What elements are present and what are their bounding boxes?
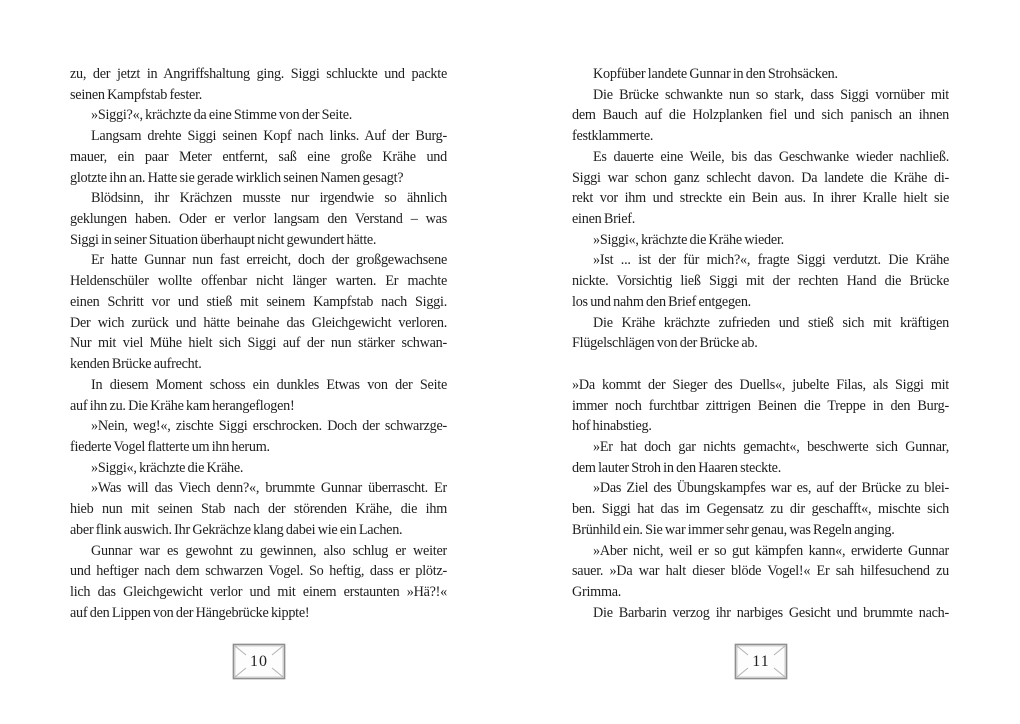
page-left-text-column (70, 64, 447, 623)
text-line: Langsam drehte Siggi seinen Kopf nach links. Auf der Burg- (91, 128, 447, 145)
text-line: Gunnar war es gewohnt zu gewinnen, also schlug er weiter (91, 542, 447, 559)
text-line: »Siggi«, krächzte die Krähe. (91, 459, 244, 476)
text-line: Die Barbarin verzog ihr narbiges Gesicht und brummte nach- (593, 604, 949, 621)
scene-break (572, 354, 949, 375)
text-line: Der wich zurück und hätte beinahe das Gleichgewicht verloren. (70, 314, 447, 331)
text-line: dem lauter Stroh in den Haaren steckte. (572, 459, 782, 476)
text-line: Es dauerte eine Weile, bis das Geschwanke wieder nachließ. (593, 148, 949, 165)
page-right-text-column (572, 64, 949, 623)
text-line: Grimma. (572, 583, 622, 600)
text-line: zu, der jetzt in Angriffshaltung ging. Siggi schluckte und packte (70, 66, 447, 82)
text-line: auf ihn zu. Die Krähe kam herangeflogen! (70, 397, 295, 414)
text-line: »Siggi?«, krächzte da eine Stimme von der Seite. (91, 107, 353, 124)
page-number-right: 11 (752, 652, 770, 670)
text-line: ben. Siggi hat das im Gegensatz zu dir geschafft«, mischte sich (572, 501, 949, 518)
text-line: rekt vor ihm und streckte ein Bein aus. In ihrer Kralle hielt sie (572, 190, 949, 207)
text-line: Flügelschlägen von der Brücke ab. (572, 335, 758, 352)
page-number-left: 10 (250, 652, 268, 670)
text-line: seinen Kampfstab fester. (70, 86, 203, 103)
text-line: Siggi in seiner Situation überhaupt nicht gewundert hätte. (70, 231, 377, 248)
text-line: glotzte ihn an. Hatte sie gerade wirklich seinen Namen gesagt? (70, 169, 404, 186)
text-line: »Ist ... ist der für mich?«, fragte Siggi verdutzt. Die Krähe (593, 252, 949, 269)
text-line: auf den Lippen von der Hängebrücke kippte! (70, 604, 310, 621)
text-line: Heldenschüler wollte offenbar nicht länger warten. Er machte (70, 273, 447, 290)
text-line: mauer, ein paar Meter entfernt, saß eine große Krähe und (70, 148, 447, 165)
text-line: lich das Gleichgewicht verlor und mit einem erstaunten »Hä?!« (70, 583, 447, 600)
text-line: hieb nun mit seinen Stab nach der störenden Krähe, die ihm (70, 501, 447, 518)
text-line: geklungen haben. Oder er verlor langsam den Verstand – was (70, 211, 447, 228)
text-line: kenden Brücke aufrecht. (70, 356, 202, 373)
text-line: Er hatte Gunnar nun fast erreicht, doch der großgewachsene (91, 252, 447, 269)
text-line: »Aber nicht, weil er so gut kämpfen kann«, erwiderte Gunnar (593, 542, 949, 559)
text-line: Blödsinn, ihr Krächzen musste nur irgendwie so ähnlich (91, 190, 447, 207)
text-line: und heftiger nach dem schwarzen Vogel. So heftig, dass er plötz- (70, 563, 447, 580)
text-line: »Da kommt der Sieger des Duells«, jubelte Filas, als Siggi mit (572, 376, 949, 393)
text-line: Siggi war schon ganz schlecht davon. Da landete die Krähe di- (572, 169, 949, 186)
text-line: Brünhild ein. Sie war immer sehr genau, was Regeln anging. (572, 521, 895, 538)
text-line: aber flink auswich. Ihr Gekrächze klang dabei wie ein Lachen. (70, 521, 403, 538)
text-line: »Siggi«, krächzte die Krähe wieder. (593, 231, 784, 248)
text-line: Kopfüber landete Gunnar in den Strohsäcken. (593, 66, 838, 82)
text-line: festklammerte. (572, 128, 654, 145)
text-line: Die Krähe krächzte zufrieden und stieß sich mit kräftigen (593, 314, 949, 331)
page-number-badge-right (734, 643, 788, 680)
text-line: »Was will das Viech denn?«, brummte Gunnar überrascht. Er (91, 480, 447, 497)
text-line: fiederte Vogel flatterte um ihn herum. (70, 438, 270, 455)
text-line: immer noch furchtbar zittrigen Beinen die Treppe in den Burg- (572, 397, 949, 414)
page-number-badge-left (232, 643, 286, 680)
text-line: einen Brief. (572, 211, 636, 228)
text-line: einen Schritt vor und stieß mit seinem Kampfstab nach Siggi. (70, 293, 447, 310)
text-line: »Er hat doch gar nichts gemacht«, beschwerte sich Gunnar, (593, 438, 949, 455)
text-line: »Nein, weg!«, zischte Siggi erschrocken. Doch der schwarzge- (91, 418, 447, 435)
text-line: dem Bauch auf die Holzplanken fiel und sich panisch an ihnen (572, 107, 949, 124)
text-line: los und nahm den Brief entgegen. (572, 293, 751, 310)
text-line: sauer. »Da war halt dieser blöde Vogel!« Er sah hilfesuchend zu (572, 563, 949, 580)
text-line: »Das Ziel des Übungskampfes war es, auf der Brücke zu blei- (593, 480, 949, 497)
text-line: nickte. Vorsichtig ließ Siggi mit der rechten Hand die Brücke (572, 273, 949, 290)
text-line: Die Brücke schwankte nun so stark, dass Siggi vornüber mit (593, 86, 949, 103)
text-line: In diesem Moment schoss ein dunkles Etwas von der Seite (91, 376, 447, 393)
text-line: Nur mit viel Mühe hielt sich Siggi auf der nun stärker schwan- (70, 335, 447, 352)
text-line: hof hinabstieg. (572, 418, 652, 435)
